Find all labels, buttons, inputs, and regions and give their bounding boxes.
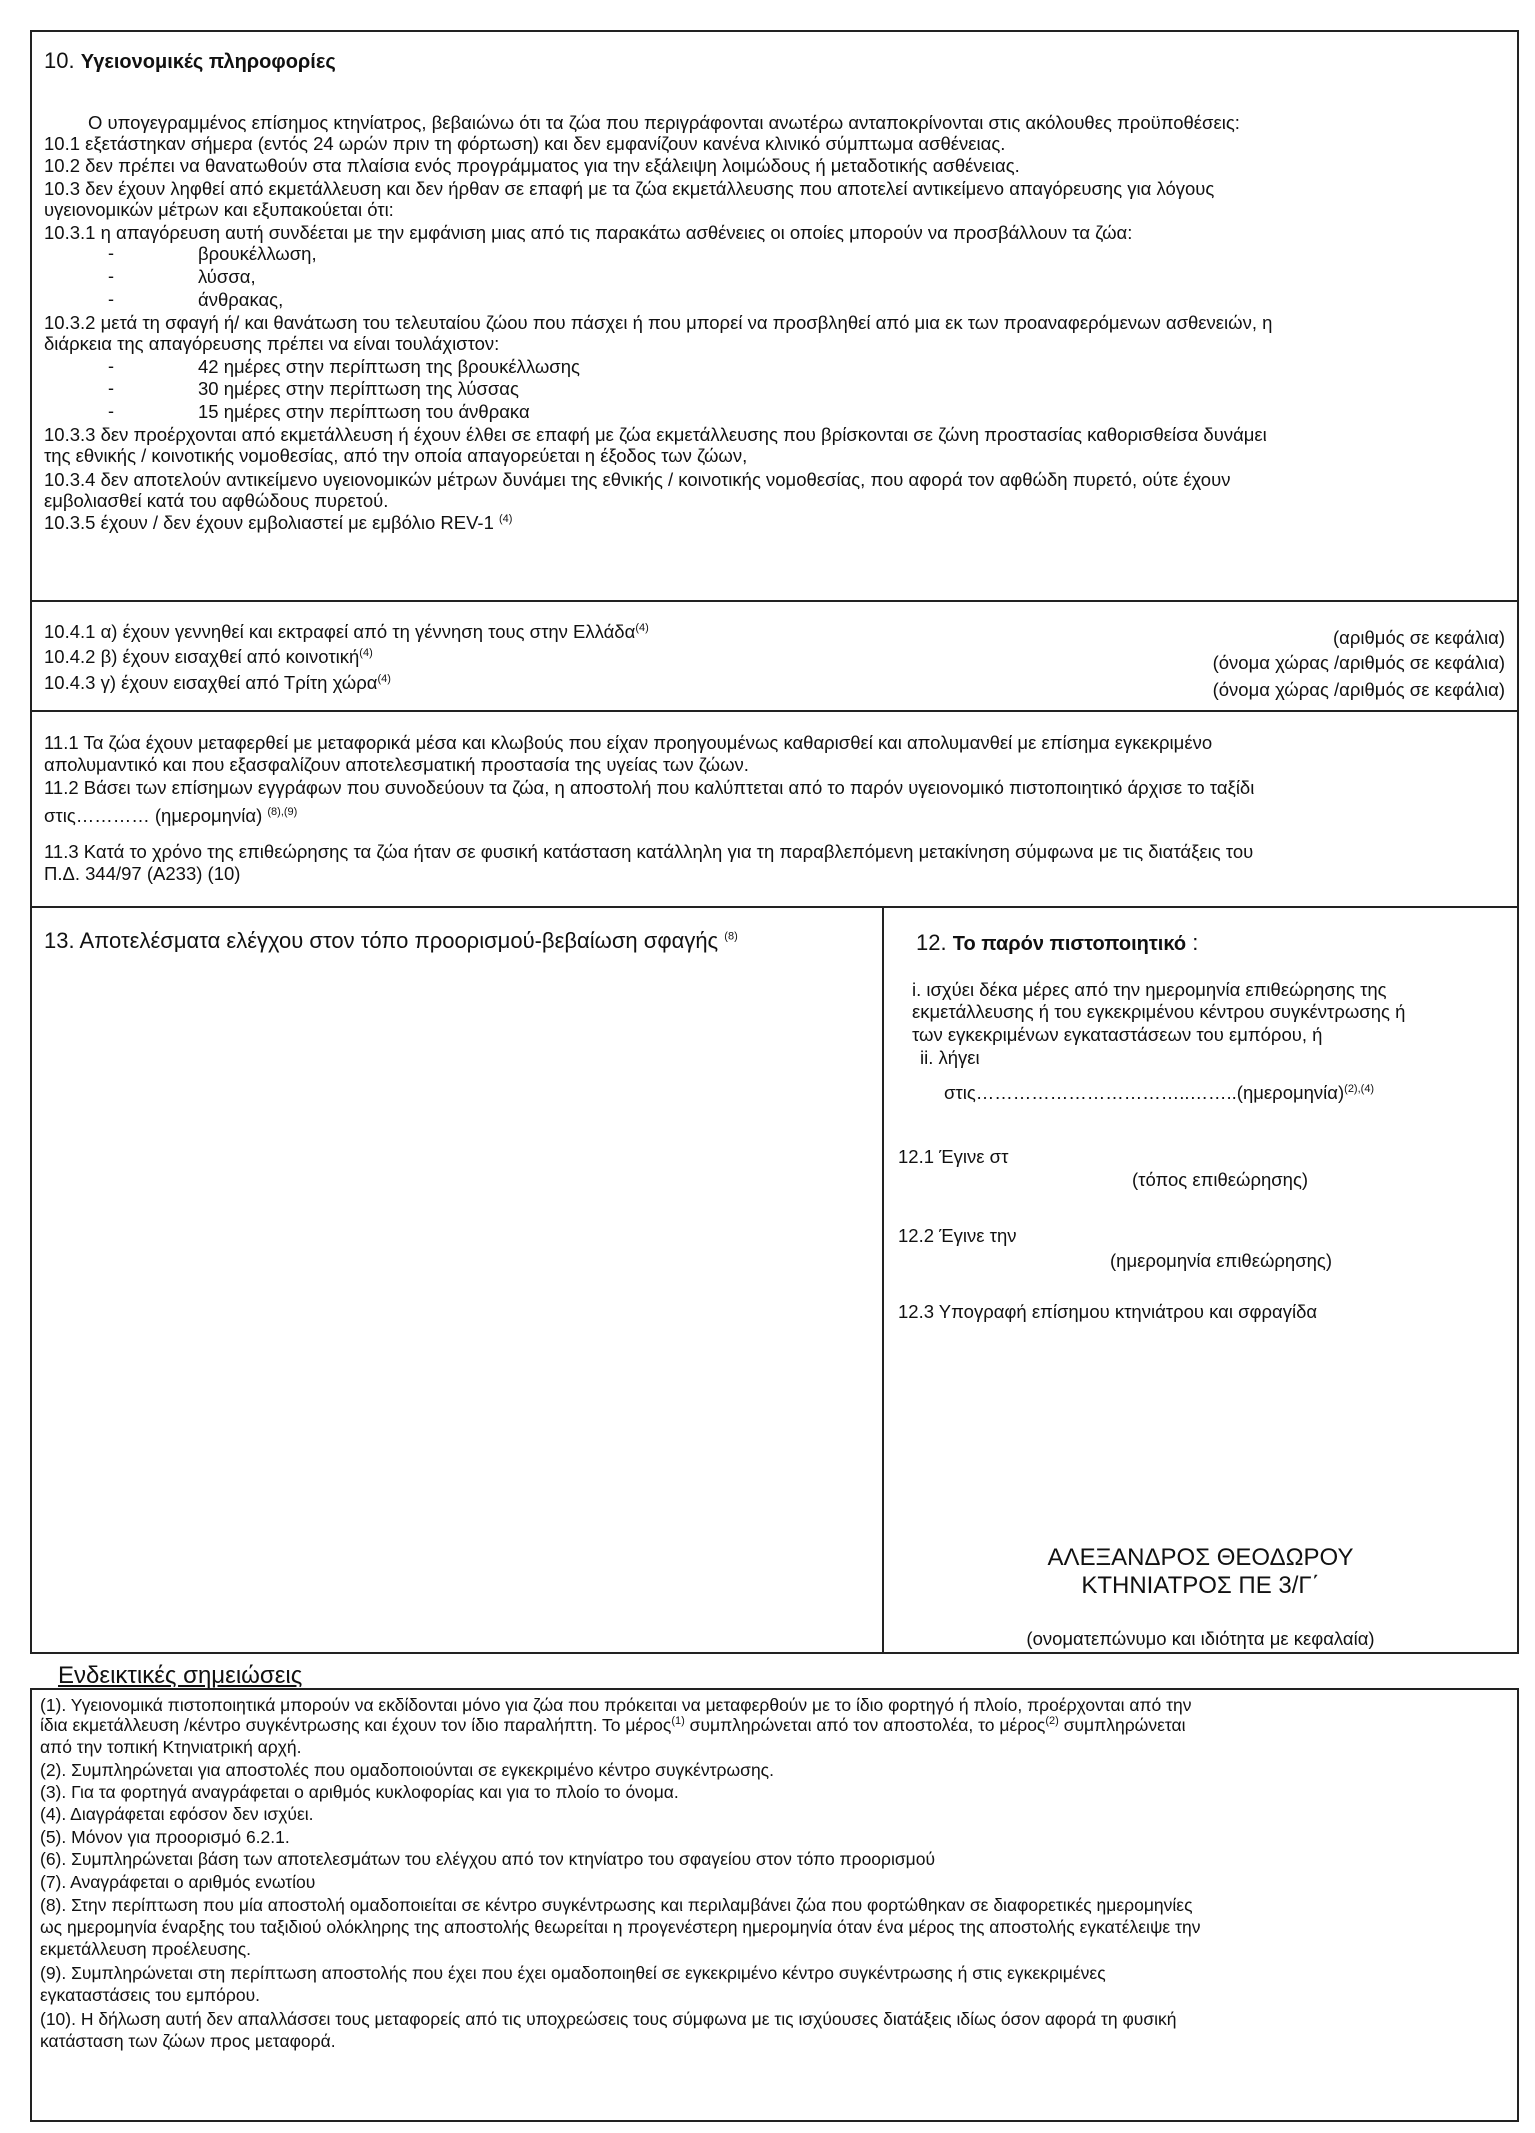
para-11-2-date-text: στις………… (ημερομηνία): [44, 805, 263, 826]
origin-community: [44, 646, 373, 667]
para-12-1: 12.1 Έγινε στ: [898, 1146, 1009, 1167]
para-10-1: 10.1 εξετάστηκαν σήμερα (εντός 24 ωρών πριν τη φόρτωση) και δεν εμφανίζουν κανένα κλινικό σύμπτωμα ασθένειας.: [44, 133, 1006, 154]
list-dash: -: [108, 378, 114, 398]
inspection-place-label: (τόπος επιθεώρησης): [1132, 1169, 1309, 1190]
duration-item: 30 ημέρες στην περίπτωση της λύσσας: [198, 378, 519, 399]
list-dash: -: [108, 356, 114, 376]
section-12-title: Το παρόν πιστοποιητικό: [952, 933, 1187, 955]
section-10-intro: Ο υπογεγραμμένος επίσημος κτηνίατρος, βεβαιώνω ότι τα ζώα που περιγράφονται ανωτέρω ανταποκρίνονται στις ακόλουθες προϋποθέσεις:: [88, 112, 1240, 133]
note-10-line2: κατάσταση των ζώων προς μεταφορά.: [40, 2031, 336, 2051]
disease-item: βρουκέλλωση,: [198, 243, 317, 264]
para-10-3-5: [44, 512, 512, 533]
signer-name: ΑΛΕΞΑΝΔΡΟΣ ΘΕΟΔΩΡΟΥ: [1047, 1544, 1354, 1571]
origin-third-country: [44, 672, 391, 693]
origin-third-country-field-label: (όνομα χώρας /αριθμός σε κεφάλια): [1212, 679, 1505, 700]
signer-caption: (ονοματεπώνυμο και ιδιότητα με κεφαλαία): [1026, 1628, 1375, 1649]
section-13-title: [44, 928, 738, 954]
note-4: (4). Διαγράφεται εφόσον δεν ισχύει.: [40, 1804, 314, 1824]
origin-third-country-text: 10.4.3 γ) έχουν εισαχθεί από Τρίτη χώρα: [44, 672, 378, 693]
origin-greece-text: 10.4.1 α) έχουν γεννηθεί και εκτραφεί από τη γέννηση τους στην Ελλάδα: [44, 621, 636, 642]
para-11-3-line2: Π.Δ. 344/97 (Α233) (10): [44, 863, 241, 884]
validity-i-line3: των εγκεκριμένων εγκαταστάσεων του εμπόρου, ή: [912, 1024, 1323, 1045]
note-9-line1: (9). Συμπληρώνεται στη περίπτωση αποστολής που έχει που έχει ομαδοποιηθεί σε εγκεκριμένο κέντρο συγκέντρωσης ή στις εγκεκριμένες: [40, 1963, 1106, 1983]
signer-title: ΚΤΗΝΙΑΤΡΟΣ ΠΕ 3/Γ΄: [1081, 1572, 1320, 1599]
note-3: (3). Για τα φορτηγά αναγράφεται ο αριθμός κυκλοφορίας και για το πλοίο το όνομα.: [40, 1782, 679, 1802]
para-10-3-2-line1: 10.3.2 μετά τη σφαγή ή/ και θανάτωση του τελευταίου ζώου που πάσχει ή που μπορεί να προσβληθεί από μια εκ των προαναφερόμενων ασθενειών, η: [44, 312, 1273, 333]
section-13-box: [30, 906, 884, 1654]
para-10-3-5-text: 10.3.5 έχουν / δεν έχουν εμβολιαστεί με εμβόλιο REV-1: [44, 512, 494, 533]
section-10-number: 10.: [44, 48, 75, 73]
note-1-line3: από την τοπική Κτηνιατρική αρχή.: [40, 1737, 302, 1757]
origin-community-field-label: (όνομα χώρας /αριθμός σε κεφάλια): [1212, 652, 1505, 673]
note-1-line2-text: ίδια εκμετάλλευση /κέντρο συγκέντρωσης και έχουν τον ίδιο παραλήπτη. Το μέρος: [40, 1715, 672, 1735]
inspection-date-label: (ημερομηνία επιθεώρησης): [1110, 1250, 1333, 1271]
origin-greece: [44, 621, 649, 642]
note-10-line1: (10). Η δήλωση αυτή δεν απαλλάσσει τους μεταφορείς από τις υποχρεώσεις τους σύμφωνα με τις ισχύουσες διατάξεις ιδίως όσον αφορά τη φυσική: [40, 2009, 1177, 2029]
origin-greece-field-label: (αριθμός σε κεφάλια): [1333, 627, 1505, 648]
para-10-3-3-line2: της εθνικής / κοινοτικής νομοθεσίας, από την οποία απαγορεύεται η έξοδος των ζώων,: [44, 445, 748, 466]
validity-i-line2: εκμετάλλευσης ή του εγκεκριμένου κέντρου συγκέντρωσης ή: [912, 1001, 1406, 1022]
section-10-heading: [44, 50, 336, 73]
note-1-line2: [40, 1715, 1186, 1735]
para-10-3-4-line1: 10.3.4 δεν αποτελούν αντικείμενο υγειονομικών μέτρων δυνάμει της εθνικής / κοινοτικής νομοθεσίας, που αφορά τον αφθώδη πυρετό, ούτε έχουν: [44, 469, 1231, 490]
footnote-ref: (2): [1045, 1715, 1059, 1728]
list-dash: -: [108, 289, 114, 309]
section-13-title-text: 13. Αποτελέσματα ελέγχου στον τόπο προορισμού-βεβαίωση σφαγής: [44, 928, 719, 953]
note-8-line1: (8). Στην περίπτωση που μία αποστολή ομαδοποιείται σε κέντρο συγκέντρωσης και περιλαμβάνει ζώα που φορτώθηκαν σε διαφορετικές ημερομηνίες: [40, 1895, 1193, 1915]
footnote-ref: (4): [359, 646, 373, 659]
section-12-heading: [916, 930, 1198, 957]
para-10-2: 10.2 δεν πρέπει να θανατωθούν στα πλαίσια ενός προγράμματος για την εξάλειψη λοιμώδους ή μεταδοτικής ασθένειας.: [44, 155, 1020, 176]
footnote-ref: (1): [671, 1715, 685, 1728]
para-10-3-4-line2: εμβολιασθεί κατά του αφθώδους πυρετού.: [44, 490, 389, 511]
notes-title: Ενδεικτικές σημειώσεις: [58, 1662, 303, 1689]
para-10-3-3-line1: 10.3.3 δεν προέρχονται από εκμετάλλευση ή έχουν έλθει σε επαφή με ζώα εκμετάλλευσης που βρίσκονται σε ζώνη προστασίας καθορισθείσα δυνάμει: [44, 424, 1267, 445]
disease-item: λύσσα,: [198, 266, 256, 287]
origin-community-text: 10.4.2 β) έχουν εισαχθεί από κοινοτική: [44, 646, 360, 667]
note-1-line2-text: συμπληρώνεται από τον αποστολέα, το μέρος: [684, 1715, 1046, 1735]
expiry-date-text: στις……………………………..……..(ημερομηνία): [944, 1082, 1345, 1103]
footnote-ref: (2),(4): [1344, 1082, 1375, 1095]
para-11-2-line1: 11.2 Βάσει των επίσημων εγγράφων που συνοδεύουν τα ζώα, η αποστολή που καλύπτεται από το παρόν υγειονομικό πιστοποιητικό άρχισε το ταξίδι: [44, 777, 1255, 798]
para-11-1-line2: απολυμαντικό και που εξασφαλίζουν αποτελεσματική προστασία της υγείας των ζώων.: [44, 754, 749, 775]
note-1-line2-text: συμπληρώνεται: [1058, 1715, 1186, 1735]
validity-ii: ii. λήγει: [920, 1047, 980, 1068]
note-8-line2: ως ημερομηνία έναρξης του ταξιδιού ολόκληρης της αποστολής θεωρείται η προγενέστερη ημερομηνία όταν ένα μέρος της αποστολής εγκατέλειψε την: [40, 1917, 1201, 1937]
note-1-line1: (1). Υγειονομικά πιστοποιητικά μπορούν να εκδίδονται μόνο για ζώα που πρόκειται να μεταφερθούν με το ίδιο φορτηγό ή πλοίο, προέρχονται από την: [40, 1695, 1192, 1715]
footnote-ref: (8),(9): [267, 805, 298, 818]
list-dash: -: [108, 243, 114, 263]
para-11-1-line1: 11.1 Τα ζώα έχουν μεταφερθεί με μεταφορικά μέσα και κλωβούς που είχαν προηγουμένως καθαρισθεί και απολυμανθεί με επίσημα εγκεκριμένο: [44, 732, 1213, 753]
note-9-line2: εγκαταστάσεις του εμπόρου.: [40, 1985, 260, 2005]
note-2: (2). Συμπληρώνεται για αποστολές που ομαδοποιούνται σε εγκεκριμένο κέντρο συγκέντρωσης.: [40, 1760, 774, 1780]
para-11-3-line1: 11.3 Κατά το χρόνο της επιθεώρησης τα ζώα ήταν σε φυσική κατάσταση κατάλληλη για τη παραβλεπόμενη μετακίνηση σύμφωνα με τις διατάξεις του: [44, 841, 1254, 862]
para-10-3-line2: υγειονομικών μέτρων και εξυπακούεται ότι:: [44, 199, 394, 220]
duration-item: 42 ημέρες στην περίπτωση της βρουκέλλωσης: [198, 356, 580, 377]
disease-item: άνθρακας,: [198, 289, 284, 310]
footnote-ref: (8): [724, 930, 738, 943]
para-10-3-line1: 10.3 δεν έχουν ληφθεί από εκμετάλλευση και δεν ήρθαν σε επαφή με τα ζώα εκμετάλλευσης που αποτελεί αντικείμενο απαγόρευσης για λόγους: [44, 178, 1215, 199]
footnote-ref: (4): [377, 672, 391, 685]
section-12-colon: :: [1192, 930, 1199, 955]
section-12-number: 12.: [916, 930, 947, 955]
list-dash: -: [108, 401, 114, 421]
footnote-ref: (4): [635, 621, 649, 634]
duration-item: 15 ημέρες στην περίπτωση του άνθρακα: [198, 401, 530, 422]
note-5: (5). Μόνον για προορισμό 6.2.1.: [40, 1827, 290, 1847]
list-dash: -: [108, 266, 114, 286]
expiry-date-field: [944, 1082, 1374, 1103]
note-8-line3: εκμετάλλευση προέλευσης.: [40, 1939, 251, 1959]
validity-i-line1: i. ισχύει δέκα μέρες από την ημερομηνία επιθεώρησης της: [912, 979, 1387, 1000]
note-7: (7). Αναγράφεται ο αριθμός ενωτίου: [40, 1872, 316, 1892]
para-10-3-2-line2: διάρκεια της απαγόρευσης πρέπει να είναι τουλάχιστον:: [44, 333, 500, 354]
para-10-3-1: 10.3.1 η απαγόρευση αυτή συνδέεται με την εμφάνιση μιας από τις παρακάτω ασθένειες οι οποίες μπορούν να προσβάλλουν τα ζώα:: [44, 222, 1133, 243]
para-11-2-line2: [44, 805, 297, 826]
section-10-title: Υγειονομικές πληροφορίες: [80, 51, 336, 73]
footnote-ref: (4): [499, 512, 513, 525]
para-12-2: 12.2 Έγινε την: [898, 1225, 1017, 1246]
note-6: (6). Συμπληρώνεται βάση των αποτελεσμάτων του ελέγχου από τον κτηνίατρο του σφαγείου στον τόπο προορισμού: [40, 1849, 936, 1869]
para-12-3: 12.3 Υπογραφή επίσημου κτηνιάτρου και σφραγίδα: [898, 1301, 1318, 1322]
